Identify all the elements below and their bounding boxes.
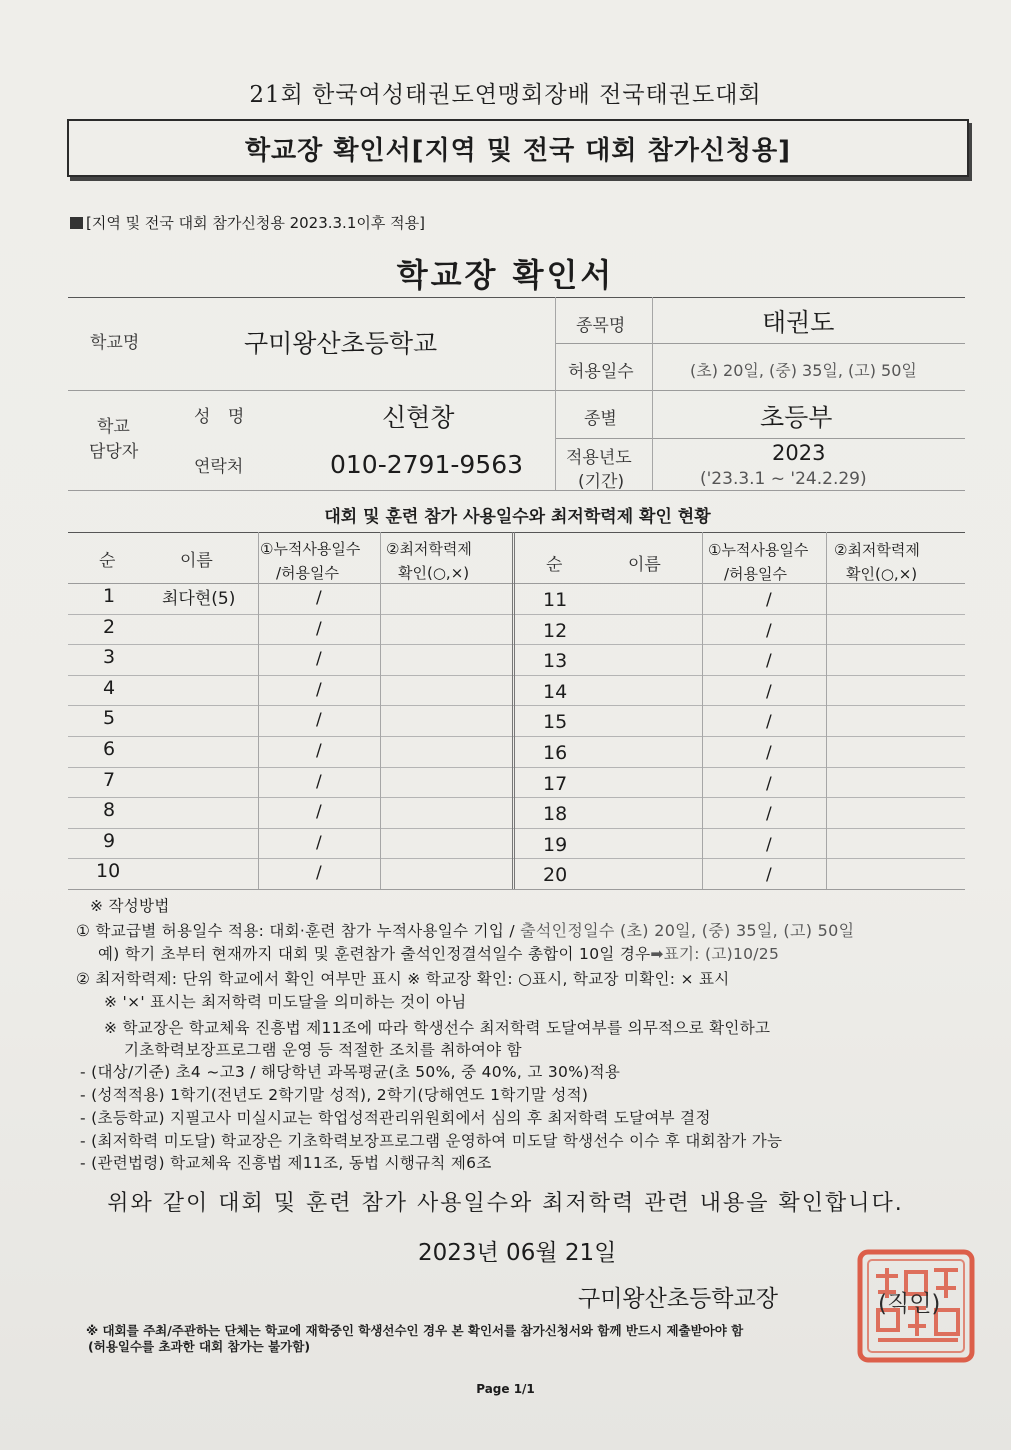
allowed-days-label: 허용일수 (568, 362, 634, 382)
row-number: 5 (103, 707, 116, 730)
row-rule (68, 614, 965, 615)
days-slash: / (766, 681, 772, 702)
info-divider (652, 297, 653, 490)
days-slash: / (766, 590, 772, 610)
instruction-line: - (최저학력 미도달) 학교장은 기초학력보장프로그램 운영하여 미도달 학생선수 이수 후 대회참가 가능 (80, 1132, 783, 1150)
instruction-text: 예) 학기 초부터 현재까지 대회 및 훈련참가 출석인정결석일수 총합이 10일 경우 (98, 945, 651, 963)
header-days: ①누적사용일수 (260, 540, 361, 558)
document-title: 학교장 확인서 (396, 256, 615, 294)
instruction-line: - (대상/기준) 초4 ~고3 / 해당학년 과목평균(초 50%, 중 40%, 고 30%)적용 (80, 1063, 621, 1081)
row-number: 3 (103, 646, 116, 669)
row-number: 13 (543, 650, 568, 673)
days-slash: / (316, 771, 322, 792)
row-rule (68, 675, 965, 676)
header-grade-sub: 확인(○,×) (398, 564, 470, 582)
school-name: 구미왕산초등학교 (244, 329, 438, 358)
boxed-title: 학교장 확인서[지역 및 전국 대회 참가신청용] (67, 119, 969, 177)
instruction-line: ※ '×' 표시는 최저학력 미도달을 의미하는 것이 아님 (104, 993, 467, 1011)
header-days-sub: /허용일수 (724, 565, 788, 583)
table-divider (702, 532, 703, 889)
table-center-divider (512, 532, 515, 889)
footnote-line: ※ 대회를 주최/주관하는 단체는 학교에 재학중인 학생선수인 경우 본 확인서를 참가신청서와 함께 반드시 제출받아야 함 (86, 1323, 744, 1338)
row-number: 12 (543, 619, 568, 642)
instruction-line: ※ 학교장은 학교체육 진흥법 제11조에 따라 학생선수 최저학력 도달여부를 의무적으로 확인하고 (104, 1019, 771, 1037)
row-number: 19 (543, 833, 568, 856)
student-name: 최다현(5) (162, 589, 236, 609)
footnote-line: (허용일수를 초과한 대회 참가는 불가함) (88, 1339, 311, 1354)
header-grade: ②최저학력제 (386, 540, 472, 558)
confirmation-statement: 위와 같이 대회 및 훈련 참가 사용일수와 최저학력 관련 내용을 확인합니다. (107, 1191, 904, 1216)
notice-text: [지역 및 전국 대회 참가신청용 2023.3.1이후 적용] (86, 214, 425, 232)
division-label: 종별 (584, 409, 617, 429)
phone-label: 연락처 (194, 457, 244, 477)
days-slash: / (316, 832, 322, 853)
info-rule (68, 490, 965, 491)
instruction-line: 기초학력보장프로그램 운영 등 적절한 조치를 취하여야 함 (124, 1041, 522, 1059)
row-number: 9 (103, 829, 116, 852)
school-label: 학교명 (90, 333, 140, 353)
row-number: 6 (103, 738, 116, 760)
row-rule (68, 828, 965, 829)
row-rule (68, 858, 965, 859)
instruction-line: ② 최저학력제: 단위 학교에서 확인 여부만 표시 ※ 학교장 확인: ○표시, 학교장 미확인: × 표시 (76, 970, 730, 988)
days-slash: / (316, 679, 322, 700)
row-number: 16 (543, 742, 568, 764)
info-top-rule (68, 297, 965, 298)
instruction-line: - (성적적용) 1학기(전년도 2학기말 성적), 2학기(당해연도 1학기말 성적) (80, 1086, 589, 1104)
name-label: 성 명 (194, 407, 251, 427)
page-number: Page 1/1 (476, 1382, 535, 1396)
row-rule (68, 644, 965, 645)
principal-signature: 구미왕산초등학교장 (578, 1286, 778, 1312)
days-slash: / (766, 865, 772, 886)
days-slash: / (766, 620, 772, 641)
row-number: 17 (543, 772, 568, 795)
issue-date: 2023년 06월 21일 (418, 1240, 617, 1266)
header-no: 순 (546, 555, 563, 575)
table-divider (826, 532, 827, 889)
header-grade-sub: 확인(○,×) (846, 565, 918, 583)
table-title: 대회 및 훈련 참가 사용일수와 최저학력제 확인 현황 (324, 507, 711, 527)
header-days-sub: /허용일수 (276, 564, 340, 582)
row-number: 11 (543, 589, 568, 611)
contact-phone: 010-2791-9563 (330, 450, 524, 479)
days-slash: / (316, 710, 322, 731)
days-slash: / (766, 712, 772, 733)
row-rule (68, 705, 965, 706)
row-rule (68, 736, 965, 737)
header-days: ①누적사용일수 (708, 541, 809, 559)
header-name: 이름 (180, 551, 213, 571)
square-bullet-icon (70, 217, 83, 229)
contact-label: 학교 (97, 417, 130, 437)
instruction-text: ① 학교급별 허용일수 적용: 대회·훈련 참가 누적사용일수 기입 / (76, 922, 521, 940)
row-number: 14 (543, 680, 568, 703)
row-number: 20 (543, 864, 568, 887)
table-top-rule (68, 532, 965, 533)
notice-line (70, 212, 425, 233)
instructions-heading: ※ 작성방법 (90, 897, 170, 915)
days-slash: / (766, 834, 772, 855)
year-value: 2023 (772, 441, 826, 465)
instruction-example: ➡표기: (고)10/25 (650, 945, 780, 963)
days-slash: / (766, 651, 772, 672)
days-slash: / (316, 588, 322, 608)
row-number: 4 (103, 676, 116, 699)
division-value: 초등부 (760, 403, 833, 432)
row-number: 2 (103, 615, 116, 638)
row-number: 15 (543, 711, 568, 734)
row-rule (68, 797, 965, 798)
instruction-line: - (초등학교) 지필고사 미실시교는 학업성적관리위원회에서 심의 후 최저학력 도달여부 결정 (80, 1109, 711, 1127)
period-value: ('23.3.1 ~ '24.2.29) (700, 469, 867, 489)
days-slash: / (316, 741, 322, 761)
days-slash: / (766, 743, 772, 763)
instruction-line (76, 918, 854, 941)
instruction-line (98, 942, 779, 964)
days-slash: / (766, 773, 772, 794)
instruction-allowed-days: 출석인정일수 (초) 20일, (중) 35일, (고) 50일 (520, 921, 855, 940)
table-divider (258, 532, 259, 889)
row-number: 10 (96, 860, 121, 883)
period-label: (기간) (578, 472, 625, 492)
sport-value: 태권도 (762, 308, 835, 337)
row-number: 18 (543, 803, 568, 826)
contact-name: 신현창 (382, 403, 455, 432)
header-grade: ②최저학력제 (834, 541, 920, 559)
table-divider (380, 532, 381, 889)
event-title: 21회 한국여성태권도연맹회장배 전국태권도대회 (249, 82, 762, 108)
year-label: 적용년도 (566, 448, 632, 468)
sport-label: 종목명 (576, 316, 626, 336)
contact-label: 담당자 (89, 442, 139, 462)
info-rule (68, 390, 965, 391)
row-number: 8 (103, 799, 116, 822)
days-slash: / (316, 802, 322, 823)
row-number: 7 (103, 768, 116, 791)
instruction-line: - (관련법령) 학교체육 진흥법 제11조, 동법 시행규칙 제6조 (80, 1154, 492, 1172)
seal-label: (직인) (878, 1291, 941, 1317)
header-no: 순 (99, 551, 116, 571)
days-slash: / (316, 863, 322, 884)
row-rule (68, 767, 965, 768)
info-divider (555, 297, 556, 490)
footnote (86, 1323, 743, 1355)
info-rule (555, 343, 965, 344)
allowed-days-value: (초) 20일, (중) 35일, (고) 50일 (690, 361, 917, 380)
info-rule (555, 438, 965, 439)
table-bottom-rule (68, 889, 965, 890)
days-slash: / (766, 804, 772, 825)
header-name: 이름 (628, 555, 661, 575)
row-number: 1 (103, 585, 116, 607)
days-slash: / (316, 618, 322, 639)
days-slash: / (316, 649, 322, 670)
